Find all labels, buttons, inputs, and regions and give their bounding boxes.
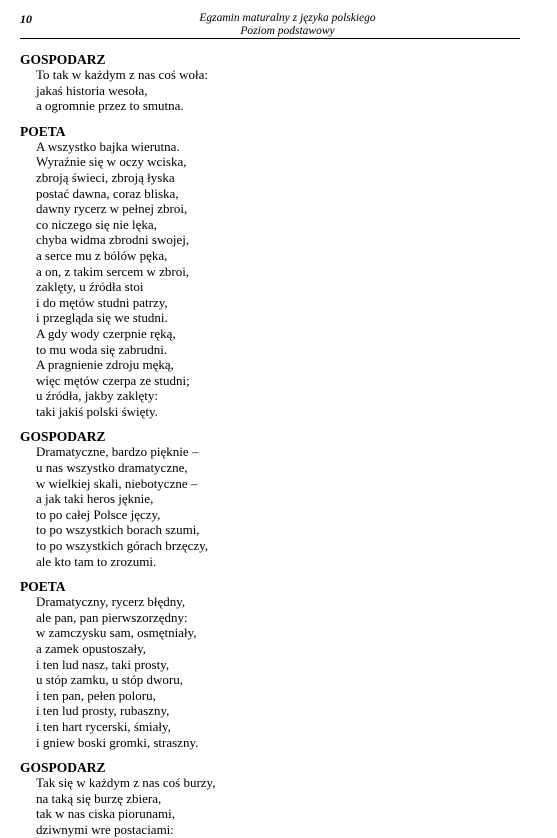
verse-line: ale pan, pan pierwszorzędny: xyxy=(36,609,188,625)
verse-line: i ten lud nasz, taki prosty, xyxy=(36,656,170,672)
verse-line: to po całej Polsce jęczy, xyxy=(36,506,161,522)
speaker-name: GOSPODARZ xyxy=(20,760,106,776)
verse-line: a jak taki heros jęknie, xyxy=(36,491,154,507)
speech-block xyxy=(20,429,520,569)
verse-line: więc mętów czerpa ze studni; xyxy=(36,372,190,388)
verse-line: i przegląda się we studni. xyxy=(36,310,168,326)
verse-line: co niczego się nie lęka, xyxy=(36,216,157,232)
verse-line: Wyraźnie się w oczy wciska, xyxy=(36,154,187,170)
header-rule xyxy=(20,38,520,39)
verse-line: a on, z takim sercem w zbroi, xyxy=(36,263,190,279)
verse-line: A gdy wody czerpnie ręką, xyxy=(36,325,176,341)
speech-block xyxy=(20,579,520,750)
verse-line: to mu woda się zabrudni. xyxy=(36,341,168,357)
verse-line: taki jakiś polski święty. xyxy=(36,403,158,419)
verse-line: ale kto tam to zrozumi. xyxy=(36,553,157,569)
speaker-name: GOSPODARZ xyxy=(20,429,106,445)
verse-line: dziwnymi wre postaciami: xyxy=(36,821,174,837)
verse-lines xyxy=(20,444,520,569)
header-title-line-2: Poziom podstawowy xyxy=(240,25,335,37)
verse-line: u stóp zamku, u stóp dworu, xyxy=(36,672,183,688)
verse-line: u nas wszystko dramatyczne, xyxy=(36,460,188,476)
verse-line: chyba widma zbrodni swojej, xyxy=(36,232,190,248)
verse-line: jakaś historia wesoła, xyxy=(36,82,148,98)
verse-line: A wszystko bajka wierutna. xyxy=(36,138,180,154)
verse-line: Tak się w każdym z nas coś burzy, xyxy=(36,775,216,791)
verse-line: a zamek opustoszały, xyxy=(36,641,146,656)
page-header xyxy=(20,10,520,38)
verse-line: i ten lud prosty, rubaszny, xyxy=(36,703,170,719)
header-title-line-1: Egzamin maturalny z języka polskiego xyxy=(199,12,376,24)
speaker-name: GOSPODARZ xyxy=(20,52,106,67)
speaker-name: POETA xyxy=(20,123,66,139)
speech-block xyxy=(20,52,520,114)
verse-line: postać dawna, coraz bliska, xyxy=(36,185,179,201)
verse-line: i gniew boski gromki, straszny. xyxy=(36,734,199,750)
verse-lines xyxy=(20,594,520,750)
drama-text xyxy=(20,52,520,838)
verse-line: dawny rycerz w pełnej zbroi, xyxy=(36,201,188,217)
verse-line: i ten hart rycerski, śmiały, xyxy=(36,718,171,734)
verse-line: To tak w każdym z nas coś woła: xyxy=(36,67,209,82)
verse-line: tak w nas ciska piorunami, xyxy=(36,806,175,822)
verse-line: a serce mu z bólów pęka, xyxy=(36,247,168,263)
speech-block xyxy=(20,124,520,420)
verse-line: zaklęty, u źródła stoi xyxy=(36,279,144,295)
page-number: 10 xyxy=(20,12,32,26)
verse-line: Dramatyczny, rycerz błędny, xyxy=(36,594,186,610)
verse-line: w zamczysku sam, osmętniały, xyxy=(36,625,197,641)
verse-lines xyxy=(20,775,520,837)
speaker-name: POETA xyxy=(20,579,66,595)
verse-line: a ogromnie przez to smutna. xyxy=(36,98,184,114)
verse-lines xyxy=(20,67,520,114)
verse-line: i ten pan, pełen poloru, xyxy=(36,687,156,703)
verse-line: i do mętów studni patrzy, xyxy=(36,294,168,310)
verse-line: A pragnienie zdroju męką, xyxy=(36,357,174,373)
verse-line: w wielkiej skali, niebotyczne – xyxy=(36,475,198,491)
verse-line: to po wszystkich borach szumi, xyxy=(36,522,200,538)
verse-line: to po wszystkich górach brzęczy, xyxy=(36,538,209,554)
verse-line: zbroją świeci, zbroją łyska xyxy=(36,169,175,185)
verse-line: na taką się burzę zbiera, xyxy=(36,790,162,806)
verse-lines xyxy=(20,139,520,420)
speech-block xyxy=(20,760,520,837)
verse-line: Dramatyczne, bardzo pięknie – xyxy=(36,444,199,460)
header-title xyxy=(170,12,405,38)
verse-line: u źródła, jakby zaklęty: xyxy=(36,388,159,404)
